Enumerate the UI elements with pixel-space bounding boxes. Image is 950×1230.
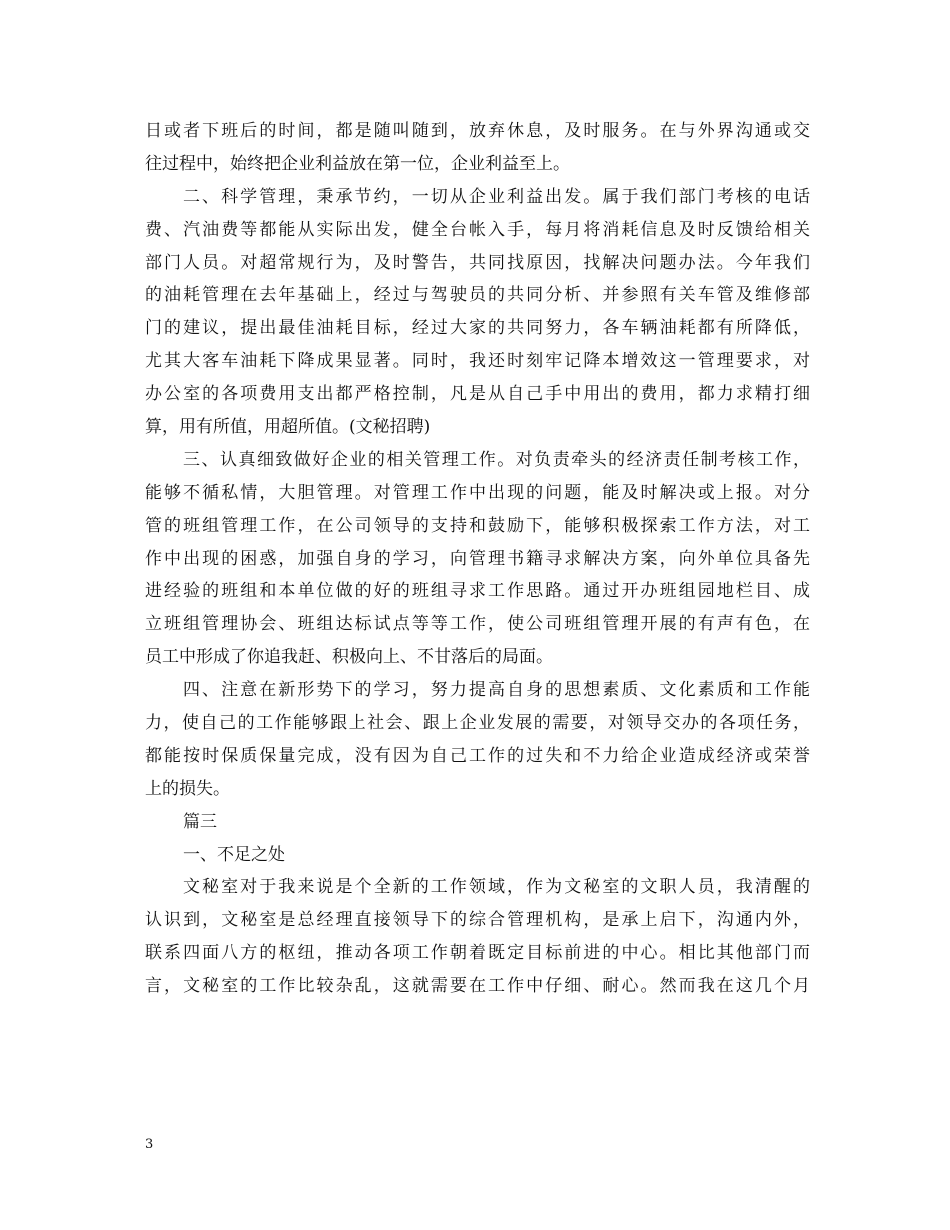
paragraph-start-line: 文秘室对于我来说是个全新的工作领域，作为文秘室的文职人员，我清醒的: [183, 877, 810, 898]
text-line: 力，使自己的工作能够跟上社会、跟上企业发展的需要，对领导交办的各项任务，: [145, 713, 810, 734]
text-line: 上的损失。: [145, 778, 230, 799]
text-line: 办公室的各项费用支出都严格控制，凡是从自己手中用出的费用，都力求精打细: [145, 384, 810, 405]
text-line: 作中出现的困惑，加强自身的学习，向管理书籍寻求解决方案，向外单位具备先: [145, 548, 810, 569]
text-line: 联系四面八方的枢纽，推动各项工作朝着既定目标前进的中心。相比其他部门而: [145, 943, 810, 964]
text-line: 进经验的班组和本单位做的好的班组寻求工作思路。通过开办班组园地栏目、成: [145, 581, 810, 602]
text-line: 管的班组管理工作，在公司领导的支持和鼓励下，能够积极探索工作方法，对工: [145, 515, 810, 536]
paragraph-start-line: 四、注意在新形势下的学习，努力提高自身的思想素质、文化素质和工作能: [183, 680, 810, 701]
text-line: 往过程中，始终把企业利益放在第一位，企业利益至上。: [145, 153, 570, 174]
text-line: 的油耗管理在去年基础上，经过与驾驶员的共同分析、并参照有关车管及维修部: [145, 285, 810, 306]
text-line: 言，文秘室的工作比较杂乱，这就需要在工作中仔细、耐心。然而我在这几个月: [145, 976, 810, 997]
text-line: 能够不循私情，大胆管理。对管理工作中出现的问题，能及时解决或上报。对分: [145, 482, 810, 503]
page-number: 3: [145, 1137, 154, 1152]
text-line: 员工中形成了你追我赶、积极向上、不甘落后的局面。: [145, 647, 553, 668]
paragraph-start-line: 三、认真细致做好企业的相关管理工作。对负责牵头的经济责任制考核工作，: [183, 449, 810, 470]
text-line: 立班组管理协会、班组达标试点等等工作，使公司班组管理开展的有声有色，在: [145, 614, 810, 635]
text-line: 算，用有所值，用超所值。(文秘招聘): [145, 417, 431, 438]
paragraph-start-line: 二、科学管理，秉承节约，一切从企业利益出发。属于我们部门考核的电话: [183, 186, 810, 207]
body-text: [145, 115, 810, 1003]
text-line: 门的建议，提出最佳油耗目标，经过大家的共同努力，各车辆油耗都有所降低，: [145, 318, 810, 339]
text-line: 费、汽油费等都能从实际出发，健全台帐入手，每月将消耗信息及时反馈给相关: [145, 219, 810, 240]
text-line: 日或者下班后的时间，都是随叫随到，放弃休息，及时服务。在与外界沟通或交: [145, 121, 810, 141]
text-line: 认识到，文秘室是总经理直接领导下的综合管理机构，是承上启下，沟通内外，: [145, 910, 810, 931]
text-line: 部门人员。对超常规行为，及时警告，共同找原因，找解决问题办法。今年我们: [145, 252, 810, 273]
text-line: 都能按时保质保量完成，没有因为自己工作的过失和不力给企业造成经济或荣誉: [145, 745, 810, 766]
section-heading: 篇三: [183, 811, 217, 832]
subsection-heading: 一、不足之处: [183, 844, 285, 865]
text-line: 尤其大客车油耗下降成果显著。同时，我还时刻牢记降本增效这一管理要求，对: [145, 351, 810, 372]
